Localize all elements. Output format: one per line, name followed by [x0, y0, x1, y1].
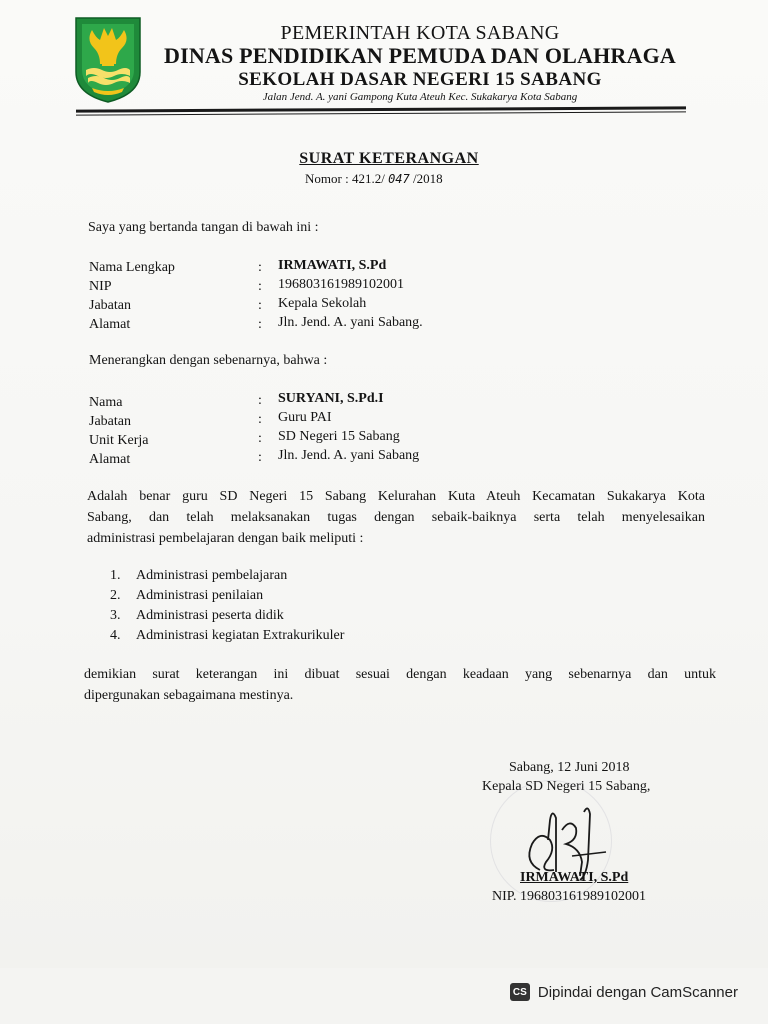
intro-text: Saya yang bertanda tangan di bawah ini : — [88, 220, 319, 235]
camscanner-label: Dipindai dengan CamScanner — [537, 983, 738, 1001]
closing-paragraph — [84, 664, 716, 706]
subject-value-position: Guru PAI — [278, 410, 332, 425]
signer-label-name: Nama Lengkap — [89, 260, 175, 275]
letterhead-department: DINAS PENDIDIKAN PEMUDA DAN OLAHRAGA — [164, 43, 676, 68]
body-line: administrasi pembelajaran dengan baik meliputi : — [87, 531, 364, 546]
camscanner-icon: CS — [510, 983, 530, 1001]
document-title: SURAT KETERANGAN — [299, 150, 479, 167]
closing-line: dipergunakan sebagaimana mestinya. — [84, 688, 294, 703]
document-number — [305, 171, 443, 187]
signer-value-nip: 196803161989102001 — [278, 277, 404, 292]
signature-position: Kepala SD Negeri 15 Sabang, — [482, 779, 651, 794]
signer-value-position: Kepala Sekolah — [278, 296, 367, 311]
subject-label-address: Alamat — [89, 452, 131, 467]
list-item: 2. Administrasi penilaian — [110, 588, 264, 603]
list-item: 1. Administrasi pembelajaran — [110, 568, 288, 583]
signature-place-date: Sabang, 12 Juni 2018 — [509, 760, 630, 775]
signer-label-address: Alamat — [89, 317, 131, 332]
colon: : — [258, 317, 262, 332]
signer-value-name: IRMAWATI, S.Pd — [278, 258, 387, 273]
colon: : — [258, 298, 262, 313]
subject-value-name: SURYANI, S.Pd.I — [278, 391, 384, 406]
document-number-prefix: Nomor : 421.2/ — [305, 171, 385, 186]
camscanner-watermark — [510, 983, 738, 1001]
subject-value-unit: SD Negeri 15 Sabang — [278, 429, 400, 444]
signer-label-nip: NIP — [89, 279, 112, 294]
colon: : — [258, 393, 262, 408]
subject-label-unit: Unit Kerja — [89, 433, 149, 448]
subject-value-address: Jln. Jend. A. yani Sabang — [278, 448, 420, 463]
signer-value-address: Jln. Jend. A. yani Sabang. — [278, 315, 423, 330]
colon: : — [258, 450, 262, 465]
colon: : — [258, 431, 262, 446]
statement-text: Menerangkan dengan sebenarnya, bahwa : — [89, 353, 328, 368]
colon: : — [258, 260, 262, 275]
letterhead-address: Jalan Jend. A. yani Gampong Kuta Ateuh Kec. Sukakarya Kota Sabang — [262, 91, 578, 103]
document-number-suffix: /2018 — [413, 171, 443, 186]
closing-line: demikian surat keterangan ini dibuat sesuai dengan keadaan yang sebenarnya dan untuk — [84, 667, 716, 682]
list-item: 3. Administrasi peserta didik — [110, 608, 284, 623]
subject-label-name: Nama — [89, 395, 123, 410]
city-emblem-logo — [72, 14, 144, 104]
body-paragraph — [87, 486, 705, 549]
body-line: Adalah benar guru SD Negeri 15 Sabang Kelurahan Kuta Ateuh Kecamatan Sukakarya Kota — [87, 489, 705, 504]
list-item: 4. Administrasi kegiatan Extrakurikuler — [110, 628, 345, 643]
body-line: Sabang, dan telah melaksanakan tugas dengan sebaik-baiknya serta telah menyelesaikan — [87, 510, 705, 525]
signature-name: IRMAWATI, S.Pd — [520, 870, 629, 885]
signer-label-position: Jabatan — [89, 298, 131, 313]
subject-label-position: Jabatan — [89, 414, 131, 429]
letterhead-government: PEMERINTAH KOTA SABANG — [280, 22, 560, 44]
letterhead-school: SEKOLAH DASAR NEGERI 15 SABANG — [238, 69, 602, 90]
colon: : — [258, 279, 262, 294]
document-number-handwritten: 047 — [388, 172, 410, 186]
signature-nip: NIP. 196803161989102001 — [492, 889, 647, 904]
colon: : — [258, 412, 262, 427]
